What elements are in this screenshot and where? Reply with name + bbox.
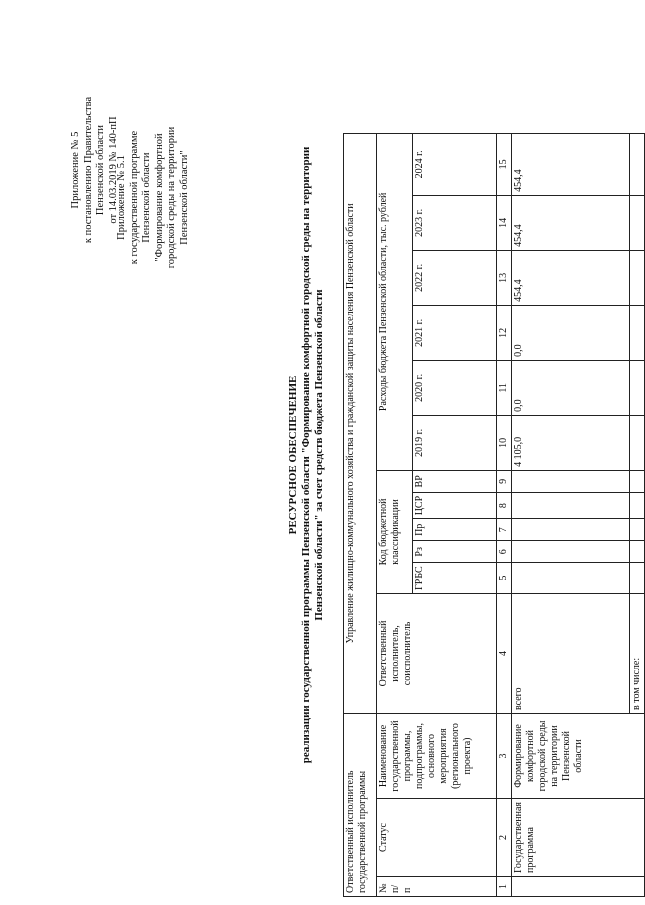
appendix-5-1-header — [116, 90, 191, 305]
row-value: 454,4 — [512, 250, 630, 305]
header-year: 2019 г. — [413, 415, 497, 470]
header-code: ГРБС — [413, 563, 497, 594]
title-line: реализации государственной программы Пензенской области "Формирование комфортной городской среды на территории — [300, 146, 312, 764]
row-value: 454,4 — [512, 133, 630, 195]
column-number: 10 — [497, 415, 512, 470]
appendix-5-1-line: к государственной программе — [128, 130, 140, 265]
column-number: 9 — [497, 470, 512, 492]
column-number: 5 — [497, 563, 512, 594]
responsible-label: Ответственный исполнитель государственной программы — [344, 713, 377, 896]
appendix-5-header — [70, 65, 120, 275]
header-code: ЦСР — [413, 492, 497, 518]
row-code — [630, 541, 645, 563]
row-num — [512, 877, 645, 897]
document-title — [287, 105, 326, 805]
row-code — [630, 563, 645, 594]
header-executor: Ответственный исполнитель, соисполнитель — [377, 593, 497, 713]
row-value — [630, 415, 645, 470]
resource-table — [343, 133, 645, 897]
header-code: Пр — [413, 519, 497, 541]
column-number: 4 — [497, 593, 512, 713]
row-value: 4 105,0 — [512, 415, 630, 470]
appendix-5-1-line: "Формирование комфортной — [153, 133, 165, 262]
appendix-5-1-line: Пензенской области — [141, 152, 152, 243]
column-number: 8 — [497, 492, 512, 518]
header-year: 2020 г. — [413, 360, 497, 415]
row-code — [512, 541, 630, 563]
appendix-5-1-line: городской среды на территории — [166, 126, 177, 269]
header-num: № п/п — [377, 877, 497, 897]
column-number: 14 — [497, 195, 512, 250]
appendix-5-line: к постановлению Правительства — [82, 96, 94, 244]
title-line: РЕСУРСНОЕ ОБЕСПЕЧЕНИЕ — [287, 375, 299, 535]
header-year: 2024 г. — [413, 133, 497, 195]
row-code — [512, 470, 630, 492]
row-value: 0,0 — [512, 360, 630, 415]
row-name: Формирование комфортной городской среды на территории Пензенской области — [512, 713, 645, 798]
row-value — [630, 195, 645, 250]
row-code — [630, 519, 645, 541]
row-code — [512, 563, 630, 594]
header-budget-code: Код бюджетной классификации — [377, 470, 413, 593]
row-value: 454,4 — [512, 195, 630, 250]
row-code — [512, 492, 630, 518]
header-code: ВР — [413, 470, 497, 492]
appendix-5-line: Приложение № 5 — [70, 131, 81, 209]
column-number-row — [497, 133, 512, 896]
responsible-value: Управление жилищно-коммунального хозяйства и гражданской защиты населения Пензенской области — [344, 133, 377, 713]
header-year: 2022 г. — [413, 250, 497, 305]
header-year: 2021 г. — [413, 305, 497, 360]
column-number: 7 — [497, 519, 512, 541]
row-executor: в том числе: — [630, 593, 645, 713]
title-line: Пензенской области" за счет средств бюджета Пензенской области — [313, 289, 325, 621]
row-code — [512, 519, 630, 541]
column-number: 11 — [497, 360, 512, 415]
row-value — [630, 250, 645, 305]
appendix-5-line: от 14.03.2019 № 140-пП — [107, 116, 119, 224]
row-code — [630, 492, 645, 518]
column-number: 15 — [497, 133, 512, 195]
row-executor: всего — [512, 593, 630, 713]
row-value: 0,0 — [512, 305, 630, 360]
column-number: 12 — [497, 305, 512, 360]
column-number: 3 — [497, 713, 512, 798]
header-status: Статус — [377, 798, 497, 876]
header-expenses: Расходы бюджета Пензенской области, тыс. рублей — [377, 133, 413, 470]
appendix-5-1-line: Приложение № 5.1 — [116, 155, 127, 240]
header-code: Рз — [413, 541, 497, 563]
header-name: Наименование государственной программы, подпрограммы, основного мероприятия (регионального проекта) — [377, 713, 497, 798]
row-value — [630, 305, 645, 360]
row-status: Государственная программа — [512, 798, 645, 876]
row-value — [630, 360, 645, 415]
column-number: 1 — [497, 877, 512, 897]
table-row — [512, 133, 630, 896]
row-value — [630, 133, 645, 195]
header-year: 2023 г. — [413, 195, 497, 250]
row-code — [630, 470, 645, 492]
column-number: 2 — [497, 798, 512, 876]
appendix-5-1-line: Пензенской области" — [178, 150, 190, 245]
column-number: 13 — [497, 250, 512, 305]
column-number: 6 — [497, 541, 512, 563]
appendix-5-line: Пензенской области — [95, 124, 106, 216]
